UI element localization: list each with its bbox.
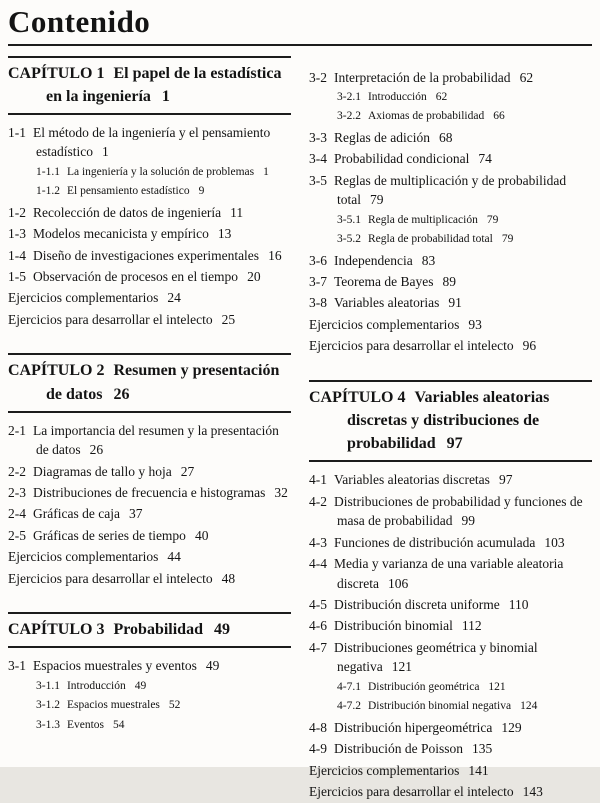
entry-number: 3-1.3 — [36, 718, 60, 731]
entry-page: 74 — [478, 151, 492, 167]
entry-number: 1-1.2 — [36, 185, 60, 198]
entry-text: Gráficas de series de tiempo — [33, 527, 186, 543]
entry-page: 135 — [472, 741, 493, 757]
entry-number: 3-1 — [8, 658, 26, 674]
entry-text: Observación de procesos en el tiempo — [33, 269, 239, 285]
entry-page: 103 — [544, 534, 565, 550]
chapter-label: CAPÍTULO 1 — [8, 64, 105, 82]
entry-text: Distribución binomial — [334, 618, 453, 634]
entry-text: Ejercicios para desarrollar el intelecto — [8, 311, 213, 327]
toc-entry — [309, 718, 592, 737]
toc-entry — [337, 108, 592, 125]
entry-page: 91 — [448, 295, 462, 311]
chapter-block — [8, 353, 291, 588]
entry-number: 3-8 — [309, 295, 327, 311]
entry-text: Eventos — [66, 718, 105, 731]
entry-number: 3-5.1 — [337, 213, 361, 226]
entry-number: 2-2 — [8, 463, 26, 479]
chapter-rule-bottom — [8, 646, 291, 648]
chapter-page: 49 — [213, 621, 230, 639]
chapter-page: 26 — [113, 385, 130, 403]
toc-entry — [8, 483, 291, 502]
chapter-page: 97 — [446, 435, 463, 453]
entry-text: Diseño de investigaciones experimentales — [33, 247, 260, 263]
entry-page: 79 — [370, 192, 384, 208]
toc-entry — [8, 246, 291, 265]
entry-number: 1-3 — [8, 226, 26, 242]
entry-number: 4-6 — [309, 618, 327, 634]
entry-page: 20 — [247, 269, 261, 285]
entry-number: 4-1 — [309, 472, 327, 488]
chapter-heading — [8, 614, 291, 646]
entry-text: Regla de probabilidad total — [367, 233, 493, 246]
entry-text: Ejercicios para desarrollar el intelecto — [8, 570, 213, 586]
toc-entry — [8, 504, 291, 523]
toc-entry — [36, 697, 291, 714]
entry-text: Reglas de multiplicación y de probabilidad total — [334, 172, 567, 208]
continuation-block — [309, 50, 592, 356]
entry-number: 3-4 — [309, 151, 327, 167]
toc-entry — [8, 203, 291, 222]
entry-number: 1-4 — [8, 247, 26, 263]
entry-page: 143 — [522, 783, 543, 799]
toc-entry — [309, 470, 592, 489]
entry-text: Distribución de Poisson — [334, 741, 464, 757]
toc-entry — [337, 89, 592, 106]
column-right — [309, 50, 592, 803]
chapter-title: El papel de la estadística en la ingeniería — [46, 64, 282, 105]
toc-entry — [309, 595, 592, 614]
toc-entry — [309, 149, 592, 168]
entry-number: 1-5 — [8, 269, 26, 285]
entry-number: 3-7 — [309, 274, 327, 290]
entry-text: Ejercicios complementarios — [309, 762, 460, 778]
toc-entry — [309, 315, 592, 334]
entry-text: Distribución hipergeométrica — [334, 719, 493, 735]
entry-text: Modelos mecanicista y empírico — [33, 226, 209, 242]
toc-entry — [36, 717, 291, 734]
entry-number: 3-5.2 — [337, 233, 361, 246]
entry-text: Axiomas de probabilidad — [367, 110, 485, 123]
toc-entry — [309, 336, 592, 355]
entry-text: Distribución binomial negativa — [367, 700, 512, 713]
entry-page: 79 — [486, 213, 499, 226]
entry-text: Ejercicios complementarios — [8, 549, 159, 565]
entry-page: 141 — [468, 762, 489, 778]
entry-number: 4-7.1 — [337, 680, 361, 693]
toc-entry — [8, 123, 291, 162]
entry-page: 37 — [128, 506, 143, 522]
entry-page: 52 — [168, 699, 181, 712]
entry-page: 27 — [180, 463, 195, 479]
toc-entry — [337, 698, 592, 715]
entry-text: Diagramas de tallo y hoja — [33, 463, 172, 479]
entry-page: 40 — [194, 527, 209, 543]
entry-number: 1-2 — [8, 204, 26, 220]
entry-page: 24 — [167, 290, 181, 306]
entry-text: Distribución geométrica — [367, 680, 480, 693]
entry-number: 4-5 — [309, 596, 327, 612]
chapter-label: CAPÍTULO 3 — [8, 621, 105, 639]
toc-entry — [309, 782, 592, 801]
entry-page: 129 — [501, 719, 522, 735]
entry-list — [8, 123, 291, 329]
entry-number: 3-2.1 — [337, 90, 361, 103]
toc-entry — [36, 183, 291, 200]
entry-number: 4-7.2 — [337, 700, 361, 713]
entry-page: 97 — [498, 472, 513, 488]
entry-page: 83 — [421, 252, 436, 268]
toc-entry — [309, 533, 592, 552]
entry-page: 11 — [230, 204, 244, 220]
entry-text: Media y varianza de una variable aleatoria discreta — [334, 556, 564, 591]
entry-text: Ejercicios para desarrollar el intelecto — [309, 338, 514, 354]
entry-page: 124 — [520, 700, 538, 713]
entry-number: 2-4 — [8, 506, 26, 522]
chapter-title: Resumen y presentación de datos — [46, 362, 280, 403]
entry-page: 93 — [468, 316, 482, 332]
toc-entry — [8, 267, 291, 286]
entry-page: 48 — [221, 570, 236, 586]
entry-number: 3-6 — [309, 252, 327, 268]
chapter-heading — [8, 58, 291, 113]
entry-page: 25 — [221, 311, 236, 327]
entry-text: El método de la ingeniería y el pensamiento estadístico — [33, 124, 271, 160]
entry-page: 13 — [217, 226, 232, 242]
entry-number: 3-2.2 — [337, 110, 361, 123]
entry-page: 68 — [438, 129, 453, 145]
entry-page: 121 — [488, 680, 506, 693]
entry-page: 110 — [508, 596, 529, 612]
toc-entry — [8, 569, 291, 588]
entry-list — [8, 421, 291, 589]
entry-page: 1 — [102, 144, 109, 160]
entry-number: 4-3 — [309, 534, 327, 550]
toc-columns — [8, 50, 592, 803]
entry-number: 3-3 — [309, 129, 327, 145]
entry-text: Teorema de Bayes — [334, 274, 434, 290]
toc-entry — [337, 212, 592, 229]
toc-entry — [8, 547, 291, 566]
entry-number: 2-1 — [8, 422, 26, 438]
entry-number: 3-5 — [309, 172, 327, 188]
toc-entry — [309, 272, 592, 291]
toc-entry — [8, 526, 291, 545]
chapter-title: Variables aleatorias discretas y distribuciones de probabilidad — [347, 388, 550, 453]
entry-text: Introducción — [367, 90, 427, 103]
entry-text: Distribuciones de frecuencia e histogramas — [33, 485, 266, 501]
entry-text: Introducción — [66, 679, 126, 692]
entry-page: 49 — [205, 658, 220, 674]
entry-text: Espacios muestrales — [66, 699, 160, 712]
toc-entry — [309, 638, 592, 677]
entry-text: Recolección de datos de ingeniería — [33, 204, 222, 220]
entry-page: 1 — [263, 165, 269, 178]
toc-entry — [8, 656, 291, 675]
entry-page: 106 — [387, 575, 409, 591]
entry-text: Ejercicios para desarrollar el intelecto — [309, 783, 514, 799]
entry-text: Ejercicios complementarios — [309, 316, 460, 332]
toc-entry — [36, 678, 291, 695]
entry-page: 16 — [268, 247, 282, 263]
entry-page: 62 — [435, 90, 448, 103]
entry-number: 4-4 — [309, 556, 327, 572]
entry-page: 121 — [391, 659, 412, 675]
entry-text: Ejercicios complementarios — [8, 290, 159, 306]
entry-page: 9 — [198, 185, 205, 198]
toc-entry — [309, 616, 592, 635]
entry-number: 4-2 — [309, 493, 327, 509]
toc-entry — [8, 421, 291, 460]
toc-entry — [309, 128, 592, 147]
toc-entry — [309, 739, 592, 758]
entry-text: La importancia del resumen y la presentación de datos — [33, 422, 279, 458]
entry-number: 3-1.1 — [36, 679, 60, 692]
entry-text: El pensamiento estadístico — [66, 185, 190, 198]
toc-entry — [309, 293, 592, 312]
chapter-block — [8, 56, 291, 330]
entry-page: 49 — [134, 679, 147, 692]
chapter-block — [8, 612, 291, 734]
entry-number: 3-1.2 — [36, 699, 60, 712]
toc-entry — [309, 492, 592, 531]
entry-text: Interpretación de la probabilidad — [334, 69, 511, 85]
chapter-rule-bottom — [8, 411, 291, 413]
entry-page: 79 — [501, 233, 514, 246]
toc-entry — [309, 171, 592, 210]
chapter-label: CAPÍTULO 4 — [309, 388, 406, 406]
entry-number: 1-1 — [8, 124, 26, 140]
entry-text: Distribuciones de probabilidad y funciones de masa de probabilidad — [334, 493, 583, 529]
entry-number: 4-8 — [309, 719, 327, 735]
entry-page: 99 — [461, 513, 475, 529]
toc-entry — [8, 462, 291, 481]
entry-text: Variables aleatorias — [334, 295, 440, 311]
entry-text: Distribución discreta uniforme — [334, 596, 500, 612]
entry-text: Gráficas de caja — [33, 506, 120, 522]
entry-page: 32 — [274, 485, 288, 501]
toc-entry — [309, 554, 592, 593]
entry-page: 44 — [167, 549, 181, 565]
entry-list — [309, 68, 592, 356]
entry-list — [309, 470, 592, 801]
toc-entry — [337, 231, 592, 248]
entry-text: Funciones de distribución acumulada — [334, 534, 536, 550]
entry-page: 112 — [461, 618, 482, 634]
entry-list — [8, 656, 291, 734]
chapter-page: 1 — [161, 87, 170, 105]
toc-entry — [8, 310, 291, 329]
entry-text: Distribuciones geométrica y binomial negativa — [334, 639, 538, 675]
entry-page: 96 — [522, 338, 537, 354]
page-title: Contenido — [8, 4, 151, 39]
toc-entry — [8, 224, 291, 243]
toc-entry — [309, 251, 592, 270]
chapter-title: Probabilidad — [113, 621, 203, 639]
toc-entry — [8, 288, 291, 307]
entry-text: Reglas de adición — [334, 129, 430, 145]
toc-entry — [337, 679, 592, 696]
entry-text: Independencia — [334, 252, 413, 268]
chapter-heading — [309, 382, 592, 461]
entry-text: Espacios muestrales y eventos — [33, 658, 197, 674]
entry-number: 4-9 — [309, 741, 327, 757]
entry-text: Regla de multiplicación — [367, 213, 478, 226]
entry-text: Probabilidad condicional — [334, 151, 470, 167]
chapter-rule-bottom — [309, 460, 592, 462]
entry-number: 2-5 — [8, 527, 26, 543]
chapter-heading — [8, 355, 291, 410]
toc-entry — [309, 761, 592, 780]
entry-page: 66 — [493, 110, 505, 123]
chapter-block — [309, 380, 592, 802]
toc-entry — [309, 68, 592, 87]
entry-page: 62 — [519, 69, 534, 85]
entry-text: La ingeniería y la solución de problemas — [66, 165, 255, 178]
column-left — [8, 50, 291, 803]
entry-number: 1-1.1 — [36, 165, 60, 178]
entry-number: 2-3 — [8, 485, 26, 501]
toc-entry — [36, 164, 291, 181]
chapter-rule-bottom — [8, 113, 291, 115]
entry-number: 3-2 — [309, 69, 327, 85]
chapter-label: CAPÍTULO 2 — [8, 362, 105, 380]
entry-page: 26 — [89, 442, 104, 458]
entry-text: Variables aleatorias discretas — [334, 472, 490, 488]
entry-number: 4-7 — [309, 639, 327, 655]
entry-page: 54 — [113, 718, 125, 731]
entry-page: 89 — [442, 274, 457, 290]
title-rule — [8, 44, 592, 46]
